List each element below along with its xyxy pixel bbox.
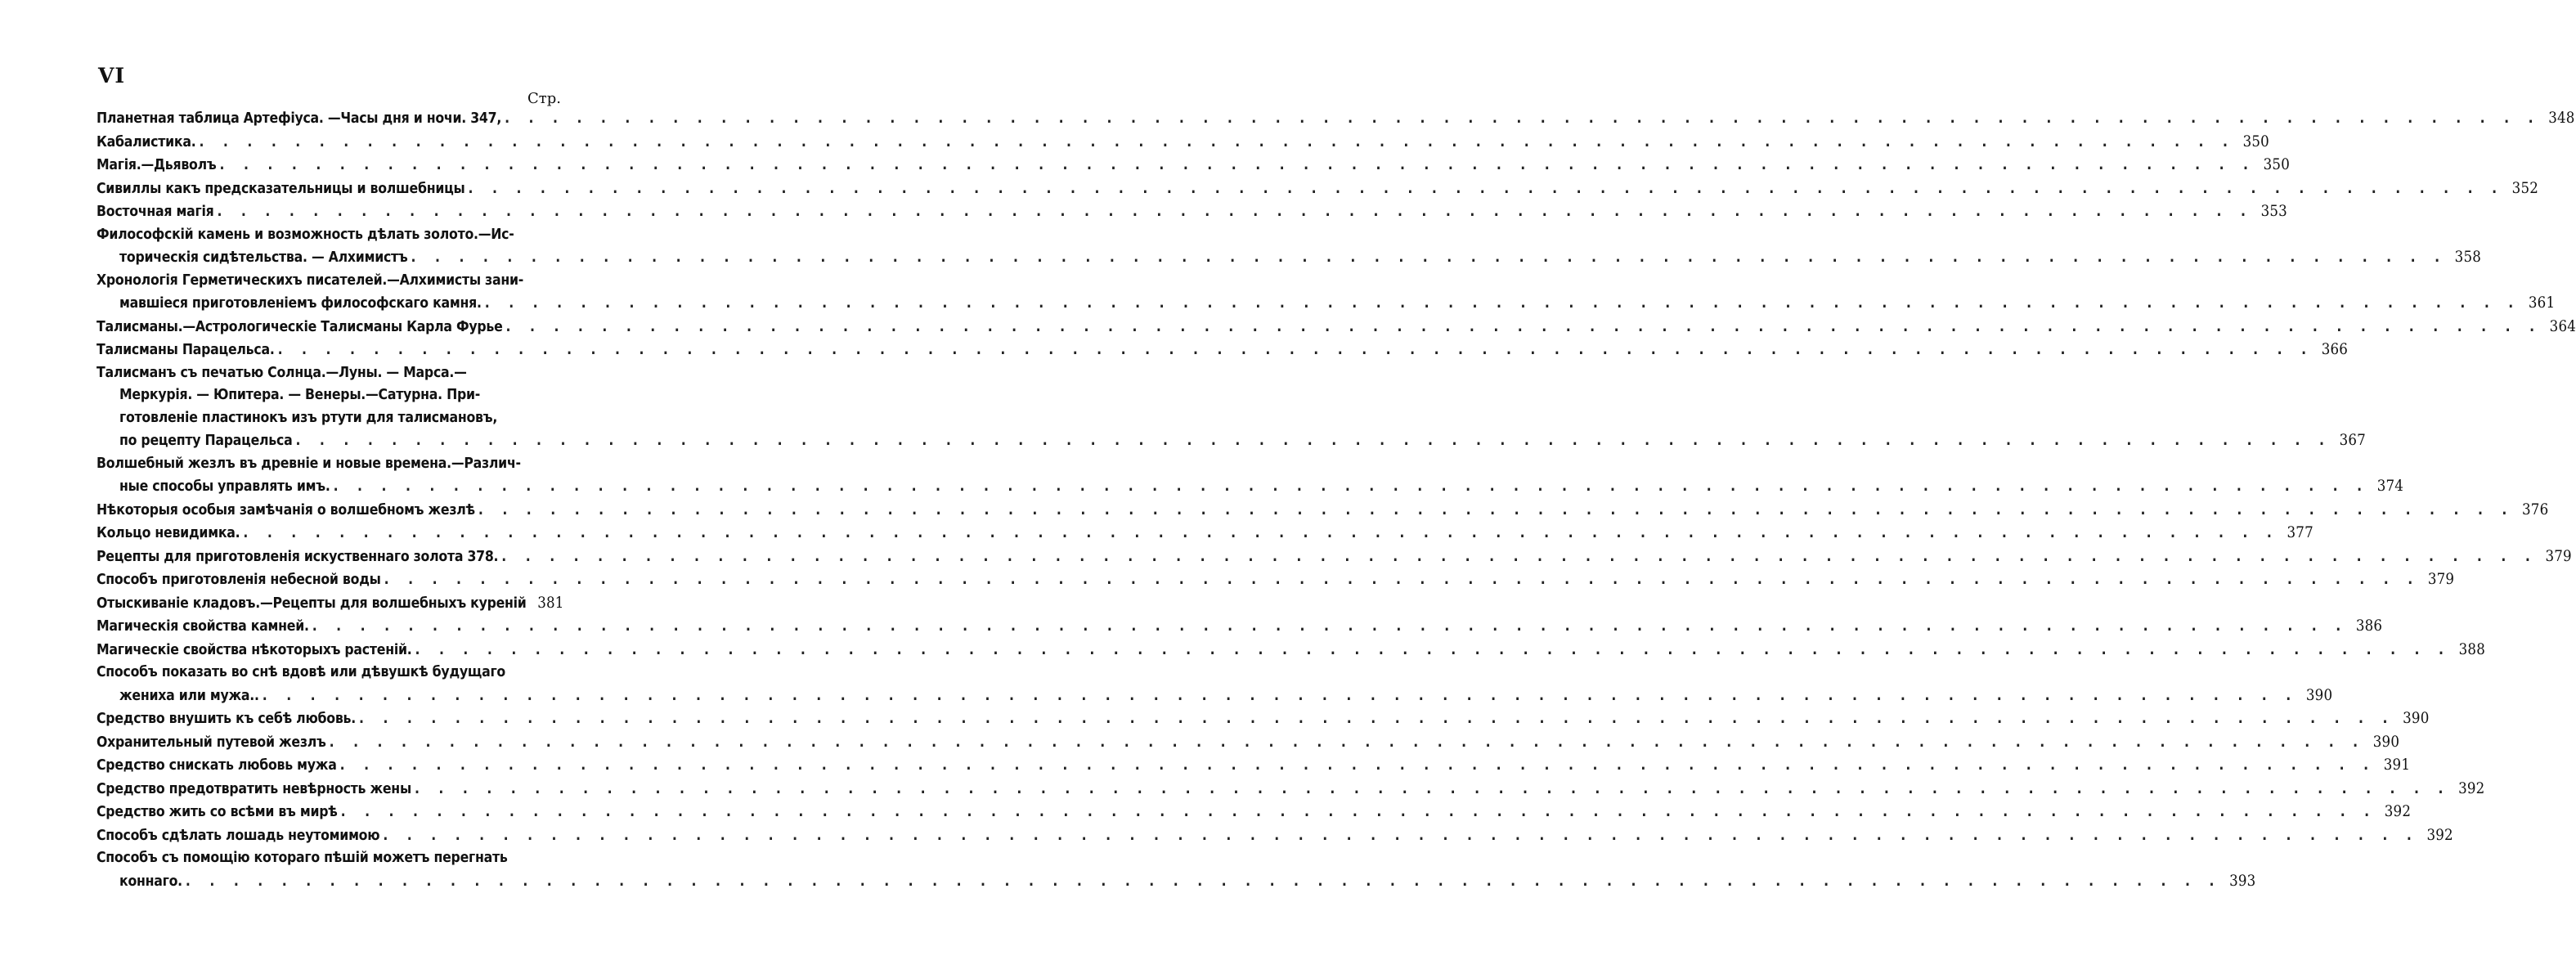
dot-leader [359,708,2395,731]
toc-entry-row [96,154,2291,177]
toc-entry-row [96,568,2455,592]
toc-entry-title: Магія.—Дьяволъ [96,157,217,173]
toc-entry-page: 348 [2548,110,2575,127]
dot-leader [415,779,2451,801]
toc-entry [96,154,2291,177]
toc-entry-line: Философскій камень и возможность дѣлать золото.—Ис- [96,226,514,243]
dot-leader [186,871,2222,894]
toc-entry-page: 392 [2426,826,2453,844]
toc-entry-line: Талисманъ съ печатью Солнца.—Луны. — Марса.— [96,364,467,381]
dot-leader [340,755,2376,778]
toc-entry [96,615,2383,639]
dot-leader [506,316,2542,339]
toc-entry-title: Охранительный путевой жезлъ [96,734,326,751]
dot-leader [330,732,2366,755]
dot-leader [263,685,2299,708]
toc-entry [96,801,2412,824]
toc-entry-page: 377 [2287,524,2313,541]
toc-entry-title: Средство снискать любовь мужа [96,757,337,774]
toc-entry [96,778,2485,801]
toc-entry [96,592,564,616]
toc-entry-title: Кабалистика. [96,133,196,150]
dot-leader [243,523,2279,545]
toc-entry-page: 367 [2339,432,2366,449]
toc-entry [96,568,2455,592]
toc-entry-row [96,778,2485,801]
toc-entry [96,339,2349,362]
toc-entry-line: Хронологія Герметическихъ писателей.—Алхимисты зани- [96,272,524,289]
table-of-contents [96,107,2576,893]
toc-entry-row [96,177,2539,201]
toc-entry [96,453,2404,499]
toc-entry-title: Восточная магія [96,204,214,220]
toc-entry-row [96,731,2400,755]
toc-entry-page: 390 [2403,710,2430,727]
dot-leader [220,155,2256,177]
toc-entry-page: 379 [2427,571,2455,588]
toc-entry-page: 353 [2260,203,2287,220]
dot-leader [485,293,2521,316]
toc-entry-row [96,499,2549,523]
toc-entry-page: 366 [2321,341,2349,358]
toc-entry-page: 393 [2229,872,2256,890]
toc-entry-title: Кольцо невидимка. [96,525,240,541]
toc-entry-page: 350 [2263,156,2291,173]
toc-entry [96,522,2313,545]
toc-entry [96,270,2556,316]
toc-entry-row [96,545,2572,569]
toc-entry-row [96,684,2333,708]
toc-entry-title: жениха или мужа.. [119,687,259,704]
toc-entry-row [96,107,2575,131]
toc-entry-page: 379 [2545,547,2572,565]
toc-entry-row [96,615,2383,639]
toc-entry-title: Талисманы Парацельса. [96,342,275,358]
toc-entry-page: 374 [2376,478,2404,495]
toc-entry-title: по рецепту Парацельса [119,433,293,449]
dot-leader [501,546,2538,569]
dot-leader [334,476,2370,499]
dot-leader [478,500,2515,523]
toc-entry [96,131,2269,155]
toc-entry [96,177,2539,201]
dot-leader [341,801,2377,824]
toc-entry-line: Меркурія. — Юпитера. — Венеры.—Сатурна. При- [119,387,481,403]
toc-entry-title: Магическія свойства камней. [96,618,309,635]
toc-entry-title: Средство предотвратить невѣрность жены [96,780,411,797]
toc-entry [96,707,2430,731]
toc-entry-title: мавшіеся приготовленіемъ философскаго камня. [119,295,482,312]
toc-entry [96,224,2482,270]
toc-entry-row [96,429,2366,453]
dot-leader [415,640,2451,662]
toc-entry-title: Отыскиваніе кладовъ.—Рецепты для волшебныхъ куреній [96,595,527,612]
toc-entry-title: Способъ приготовленія небесной воды [96,572,381,588]
toc-entry [96,200,2287,224]
toc-entry-page: 376 [2522,500,2549,518]
toc-entry [96,824,2453,848]
toc-entry-row [96,339,2349,362]
toc-entry-title: Магическіе свойства нѣкоторыхъ растеній. [96,641,412,658]
toc-entry-page: 392 [2458,779,2485,797]
toc-entry-row [96,522,2313,545]
toc-entry [96,731,2400,755]
toc-entry [96,639,2485,662]
toc-entry-row [96,707,2430,731]
toc-entry-title: Сивиллы какъ предсказательницы и волшебницы [96,180,465,197]
toc-entry-page: 392 [2384,803,2412,820]
toc-entry [96,545,2572,569]
toc-entry [96,754,2411,778]
toc-entry-page: 388 [2458,640,2485,658]
toc-entry-title: Средство внушить къ себѣ любовь. [96,711,356,727]
dot-leader [469,178,2505,201]
toc-entry-row [96,592,564,616]
toc-entry-row [96,292,2556,316]
toc-entry-title: Рецепты для приготовленія искуственнаго золота 378. [96,548,499,565]
toc-entry-row [96,639,2485,662]
toc-entry-row [96,131,2269,155]
toc-entry-page: 386 [2355,617,2383,635]
toc-entry-page: 350 [2242,132,2269,150]
toc-entry-line: готовленіе пластинокъ изъ ртути для талисмановъ, [119,409,498,426]
dot-leader [383,825,2419,848]
toc-entry-line: Способъ съ помощію котораго пѣшій можетъ перегнать [96,850,508,866]
dot-leader [505,108,2541,131]
page-column-header: Стр. [527,90,561,107]
dot-leader [312,616,2349,639]
dot-leader [411,247,2448,270]
toc-entry-title: Способъ сдѣлать лошадь неутомимою [96,827,380,844]
dot-leader [295,430,2331,453]
toc-entry-row [96,754,2411,778]
toc-entry-page: 390 [2305,686,2333,704]
toc-entry-line: Волшебный жезлъ въ древніе и новые времена.—Различ- [96,455,521,472]
toc-entry-row [96,801,2412,824]
toc-entry-title: коннаго. [119,873,182,890]
toc-entry-line: Способъ показать во снѣ вдовѣ или дѣвушкѣ будущаго [96,664,505,680]
toc-entry-title: Нѣкоторыя особыя замѣчанія о волшебномъ жезлѣ [96,501,475,518]
toc-entry-title: Талисманы.—Астрологическіе Талисманы Карла Фурье [96,318,503,335]
toc-entry [96,316,2576,339]
toc-entry-title: Средство жить со всѣми въ мирѣ [96,804,338,820]
toc-entry-row [96,316,2576,339]
toc-entry-page: 352 [2511,179,2539,197]
toc-entry-page: 364 [2549,317,2576,335]
dot-leader [217,201,2253,224]
toc-entry-title: ные способы управлять имъ. [119,478,330,495]
toc-entry-row [96,824,2453,848]
toc-entry [96,847,2256,893]
toc-entry-row [96,475,2404,499]
dot-leader [278,339,2314,362]
toc-entry-row [96,200,2287,224]
toc-entry [96,107,2575,131]
toc-entry-page: 358 [2454,249,2482,266]
toc-entry [96,662,2333,707]
toc-entry-row [96,246,2482,270]
toc-entry-title: торическія сидѣтельства. — Алхимистъ [119,249,408,266]
toc-entry-row [96,870,2256,894]
toc-entry-title: Планетная таблица Артефіуса. —Часы дня и ночи. 347, [96,110,502,127]
toc-entry [96,499,2549,523]
toc-entry-page: 381 [537,594,564,612]
toc-entry-page: 361 [2528,294,2556,312]
toc-entry-page: 390 [2372,733,2400,751]
dot-leader [199,132,2235,155]
toc-entry [96,362,2366,453]
toc-entry-page: 391 [2383,756,2411,774]
page-number: VI [98,64,126,88]
dot-leader [384,569,2421,592]
